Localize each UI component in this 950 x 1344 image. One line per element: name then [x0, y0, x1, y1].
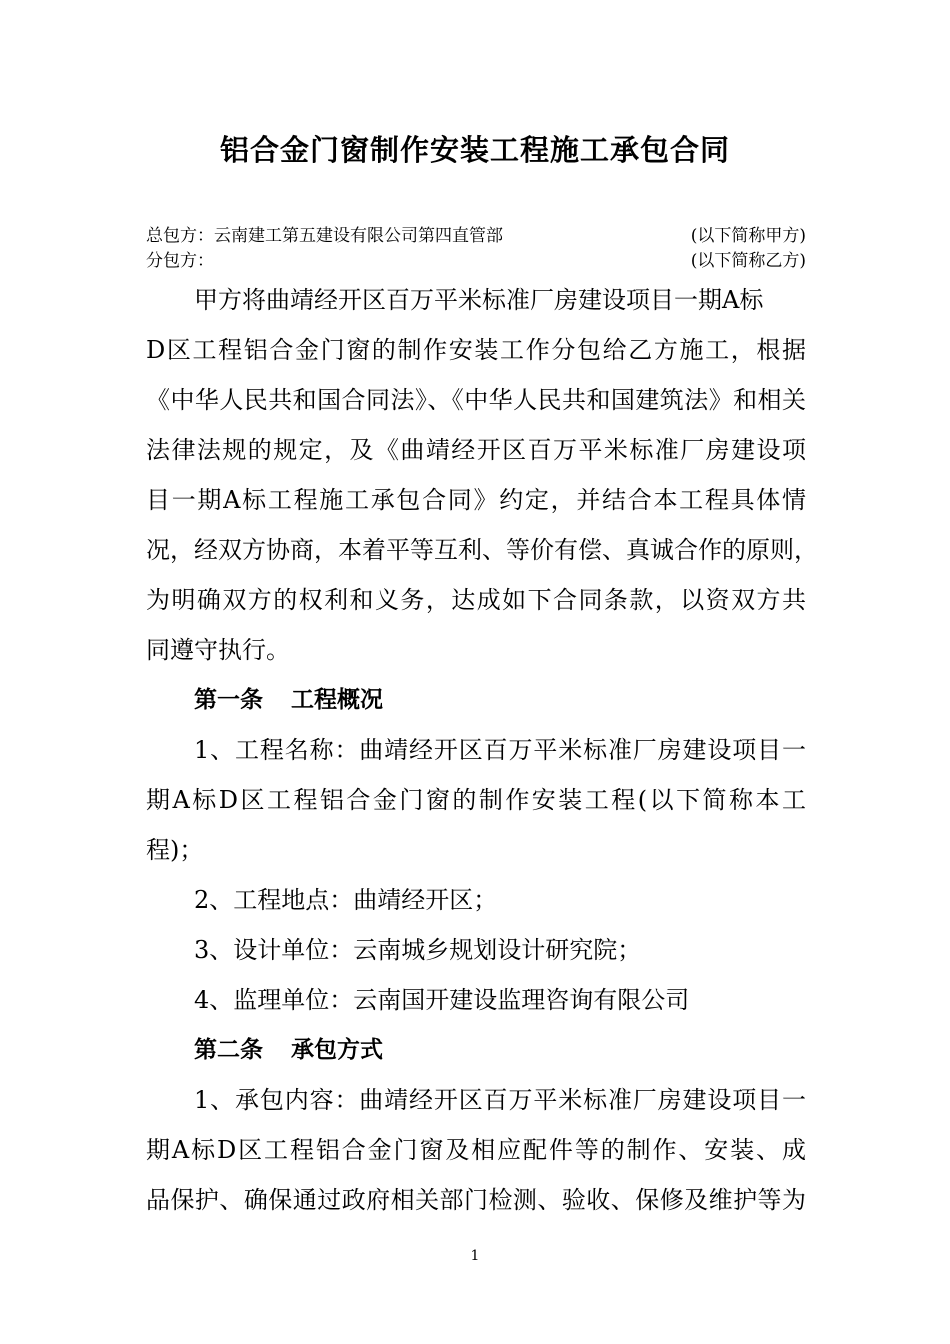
subcontractor-label: 分包方： [146, 251, 214, 271]
contractor-row [146, 224, 806, 248]
paragraph-line: 《中华人民共和国合同法》、《中华人民共和国建筑法》和相关 [146, 386, 806, 414]
subcontractor-row [146, 249, 806, 273]
clause-line: 期A标D区工程铝合金门窗的制作安装工程(以下简称本工 [146, 786, 806, 814]
section-name: 承包方式 [291, 1037, 383, 1063]
document-title: 铝合金门窗制作安装工程施工承包合同 [219, 133, 730, 167]
section-number: 第一条 [194, 687, 263, 713]
contractor-note: (以下简称甲方) [690, 226, 806, 246]
clause-line: 4、监理单位：云南国开建设监理咨询有限公司 [194, 986, 690, 1014]
clause-line: 程)； [146, 836, 204, 864]
clause-line: 1、承包内容：曲靖经开区百万平米标准厂房建设项目一 [194, 1086, 806, 1114]
clause-line: 1、工程名称：曲靖经开区百万平米标准厂房建设项目一 [194, 736, 806, 764]
paragraph-line: D区工程铝合金门窗的制作安装工作分包给乙方施工，根据 [146, 336, 806, 364]
clause-line: 期A标D区工程铝合金门窗及相应配件等的制作、安装、成 [146, 1136, 806, 1164]
page-number: 1 [470, 1248, 480, 1264]
paragraph-line: 况，经双方协商，本着平等互利、等价有偿、真诚合作的原则， [146, 536, 818, 564]
clause-line: 3、设计单位：云南城乡规划设计研究院； [194, 936, 642, 964]
section-name: 工程概况 [291, 687, 383, 713]
section-heading-2 [194, 1032, 806, 1068]
clause-line: 品保护、确保通过政府相关部门检测、验收、保修及维护等为 [146, 1186, 806, 1214]
section-number: 第二条 [194, 1037, 263, 1063]
subcontractor-note: (以下简称乙方) [690, 251, 806, 271]
clause-line: 2、工程地点：曲靖经开区； [194, 886, 498, 914]
paragraph-line: 为明确双方的权利和义务，达成如下合同条款，以资双方共 [146, 586, 806, 614]
paragraph-line: 甲方将曲靖经开区百万平米标准厂房建设项目一期A标 [194, 286, 764, 314]
section-heading-1 [194, 682, 806, 718]
paragraph-line: 法律法规的规定，及《曲靖经开区百万平米标准厂房建设项 [146, 436, 806, 464]
contractor-label: 总包方：云南建工第五建设有限公司第四直管部 [146, 226, 503, 246]
paragraph-line: 同遵守执行。 [146, 636, 290, 664]
paragraph-line: 目一期A标工程施工承包合同》约定，并结合本工程具体情 [146, 486, 806, 514]
